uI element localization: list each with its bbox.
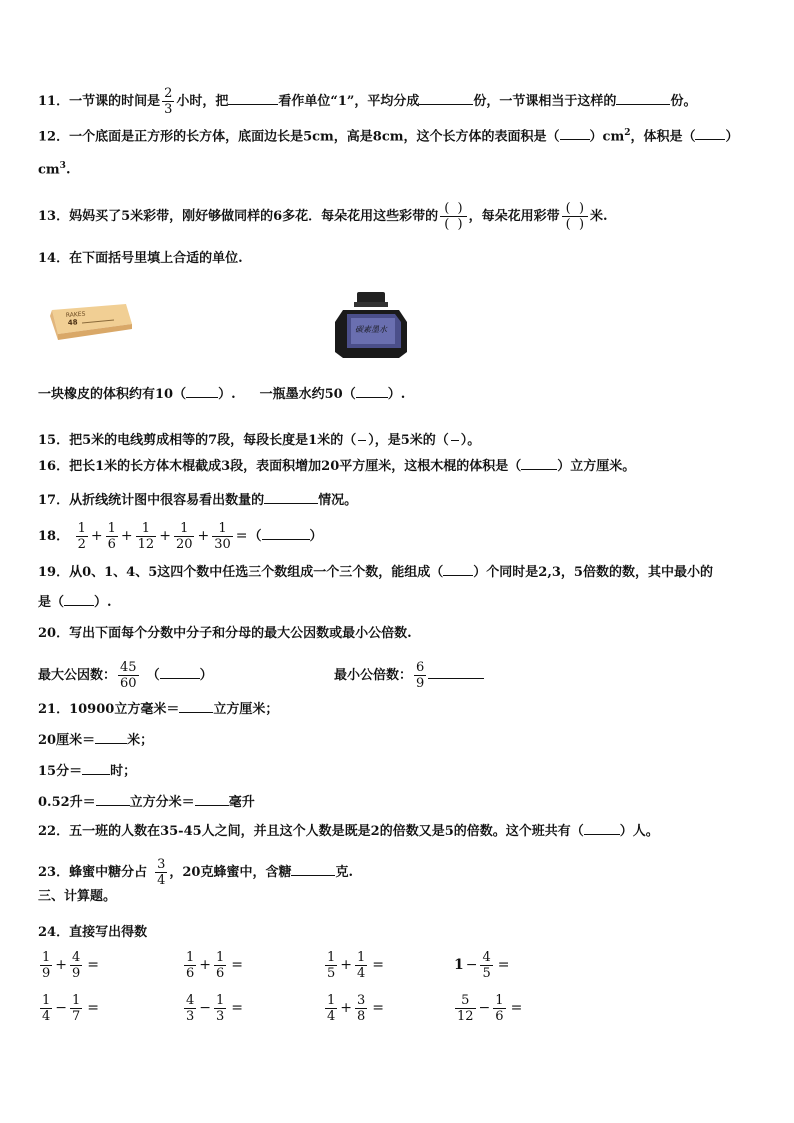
question-number: 20． <box>38 626 70 641</box>
lcm-label: 最小公倍数： <box>334 668 413 683</box>
answer-blank[interactable] <box>356 385 388 398</box>
question-text: 立方分米＝ <box>129 795 195 810</box>
equals-sign: = <box>372 1000 385 1016</box>
question-text: ）人。 <box>619 824 659 839</box>
question-text: 从折线统计图中很容易看出数量的 <box>69 493 265 508</box>
paren-close: ) <box>578 201 585 216</box>
question-text: 蜂蜜中糖分占 <box>69 865 148 880</box>
answer-blank[interactable] <box>228 90 278 105</box>
question-text: ，体积是（ <box>630 129 696 145</box>
answer-blank[interactable] <box>82 760 110 775</box>
question-13 <box>38 201 608 232</box>
answer-blank[interactable] <box>160 666 200 679</box>
question-text: 10900立方毫米＝ <box>69 702 180 717</box>
numerator: 1 <box>218 521 227 536</box>
question-text: 五一班的人数在35-45人之间，并且这个人数是既是2的倍数又是5的倍数。这个班共有（ <box>69 824 584 839</box>
gcd-label: 最大公因数： <box>38 668 117 683</box>
numerator: 1 <box>216 993 225 1008</box>
minus-sign: − <box>55 1000 68 1016</box>
numerator: 5 <box>461 993 470 1008</box>
question-text: ）个同时是2,3，5倍数的数，其中最小的 <box>473 565 713 580</box>
question-text: ）. <box>387 387 406 402</box>
fraction <box>118 660 139 691</box>
question-number: 11． <box>38 94 70 109</box>
question-text: cm <box>38 162 60 178</box>
denominator: 9 <box>72 966 81 981</box>
paren-close: ) <box>578 217 585 232</box>
answer-blank[interactable] <box>264 489 318 504</box>
question-21-line3 <box>38 760 136 781</box>
denominator: 4 <box>327 1009 336 1024</box>
denominator: 6 <box>186 966 195 981</box>
denominator: 9 <box>42 966 51 981</box>
question-21-line1 <box>38 698 278 719</box>
numerator: 1 <box>327 993 336 1008</box>
denominator: 6 <box>107 537 116 552</box>
question-number: 18． <box>38 529 70 544</box>
question-text: ，20克蜂蜜中，含糖 <box>169 865 292 880</box>
question-text: 把长1米的长方体木棍截成3段，表面积增加20平方厘米，这根木棍的体积是（ <box>69 459 522 474</box>
question-text: 小时，把 <box>176 94 229 109</box>
question-number: 13． <box>38 209 70 224</box>
equals-sign: = <box>235 528 248 544</box>
fraction <box>40 993 52 1024</box>
question-text: 份，一节课相当于这样的 <box>473 94 617 109</box>
question-number: 17． <box>38 493 70 508</box>
paren-close: ） <box>199 668 213 683</box>
question-number: 21． <box>38 702 70 717</box>
answer-blank[interactable] <box>95 729 127 744</box>
question-number: 14． <box>38 251 70 266</box>
denominator: 12 <box>457 1009 474 1024</box>
numerator: 1 <box>42 993 51 1008</box>
question-text: 直接写出得数 <box>69 925 148 940</box>
plus-sign: + <box>159 528 171 544</box>
fraction-blank[interactable] <box>562 201 588 232</box>
plus-sign: + <box>197 528 210 544</box>
question-text: 15分＝ <box>38 764 83 779</box>
answer-blank[interactable] <box>186 385 218 398</box>
minus-sign: − <box>465 957 478 973</box>
denominator: 20 <box>175 537 193 552</box>
question-text: 米； <box>127 733 154 748</box>
numerator: 1 <box>186 950 195 965</box>
equals-sign: = <box>372 957 385 973</box>
numerator: 1 <box>141 521 151 536</box>
question-text: ），是5米的（ <box>368 433 449 448</box>
fraction <box>414 660 426 691</box>
question-number: 19． <box>38 565 70 580</box>
question-14 <box>38 250 243 268</box>
answer-blank[interactable] <box>584 822 620 835</box>
question-20-gcd <box>38 660 213 691</box>
fraction <box>40 950 52 981</box>
superscript: 2 <box>624 128 631 138</box>
fraction <box>325 993 337 1024</box>
question-text: 立方厘米； <box>213 702 279 717</box>
equals-sign: = <box>87 957 100 973</box>
fraction <box>70 950 82 981</box>
numerator: 4 <box>186 993 195 1008</box>
denominator: 9 <box>416 676 425 691</box>
denominator: 7 <box>72 1009 81 1024</box>
ink-bottle-image <box>333 290 409 364</box>
equals-sign: = <box>231 1000 244 1016</box>
question-text: ）。 <box>460 433 481 448</box>
answer-blank[interactable] <box>616 90 670 105</box>
question-text: 在下面括号里填上合适的单位. <box>69 251 243 266</box>
plus-sign: + <box>340 957 353 973</box>
denominator: 6 <box>495 1009 504 1024</box>
question-21-line4 <box>38 791 255 812</box>
calc-item <box>323 950 384 981</box>
question-number: 15． <box>38 433 70 448</box>
eraser-image <box>44 302 134 346</box>
question-19 <box>38 563 713 582</box>
fraction-sum <box>74 521 235 552</box>
paren-close: ) <box>457 217 463 232</box>
minus-sign: − <box>478 1000 491 1016</box>
fraction <box>355 993 367 1024</box>
answer-blank[interactable] <box>695 127 725 140</box>
fraction <box>480 950 492 981</box>
section-heading <box>38 888 116 906</box>
question-number: 23． <box>38 865 70 880</box>
question-text: 20厘米＝ <box>38 733 96 748</box>
question-12 <box>38 124 739 146</box>
fraction <box>174 521 195 552</box>
denominator: 6 <box>216 966 225 981</box>
paren-open: （ <box>248 529 262 544</box>
answer-blank[interactable] <box>443 563 473 576</box>
superscript: 3 <box>59 161 66 171</box>
fraction <box>155 857 167 888</box>
fraction <box>70 993 82 1024</box>
question-21-line2 <box>38 729 153 750</box>
question-number: 24． <box>38 925 70 940</box>
calc-item <box>453 993 522 1024</box>
question-text: 一节课的时间是 <box>69 94 161 109</box>
question-text: 妈妈买了5米彩带，刚好够做同样的6多花．每朵花用这些彩带的 <box>69 209 439 224</box>
question-number: 22． <box>38 824 70 839</box>
denominator: 60 <box>120 676 137 691</box>
calc-item <box>38 993 99 1024</box>
numerator: 1 <box>180 521 189 536</box>
fraction <box>214 993 226 1024</box>
fraction <box>355 950 367 981</box>
denominator: 4 <box>357 966 366 981</box>
ink-label: 碳素墨水 <box>355 325 387 334</box>
question-text: 从0、1、4、5这四个数中任选三个数组成一个三个数，能组成（ <box>69 565 444 580</box>
question-text: 份。 <box>670 94 697 109</box>
eraser-number: 48 <box>67 318 78 327</box>
question-text: 时； <box>110 764 137 779</box>
question-11 <box>38 86 696 117</box>
question-text: ）. <box>94 595 112 610</box>
question-text: 看作单位“1”，平均分成 <box>278 94 420 109</box>
question-text: 毫升 <box>228 795 255 810</box>
question-number: 16． <box>38 459 70 474</box>
question-text: ）立方厘米。 <box>557 459 636 474</box>
eraser-brand: RAKES <box>65 310 86 319</box>
fraction <box>106 521 118 552</box>
paren-open: ( <box>565 217 571 232</box>
question-14-answers <box>38 385 405 404</box>
question-text: . <box>65 162 71 178</box>
answer-blank[interactable] <box>195 791 229 806</box>
numerator: 3 <box>357 993 366 1008</box>
denominator: 3 <box>216 1009 225 1024</box>
question-text: 是（ <box>38 595 65 610</box>
calc-item <box>323 993 384 1024</box>
calc-item <box>182 950 243 981</box>
question-text: ，每朵花用彩带 <box>468 209 560 224</box>
question-text: ）. <box>218 387 236 402</box>
fraction <box>325 950 337 981</box>
denominator: 4 <box>42 1009 51 1024</box>
question-text: 情况。 <box>318 493 358 508</box>
question-24 <box>38 924 147 942</box>
question-text: 米. <box>590 209 608 224</box>
calc-item <box>182 993 243 1024</box>
numerator: 1 <box>42 950 51 965</box>
denominator: 30 <box>214 537 231 552</box>
denominator: 3 <box>164 102 173 117</box>
numerator: 1 <box>216 950 225 965</box>
question-15 <box>38 432 480 450</box>
paren-open: （ <box>146 668 160 683</box>
numerator: 1 <box>107 521 116 536</box>
equals-sign: = <box>87 1000 100 1016</box>
plus-sign: + <box>55 957 68 973</box>
numerator: 4 <box>482 950 491 965</box>
answer-blank[interactable] <box>64 593 94 606</box>
fraction <box>214 950 226 981</box>
fraction <box>184 993 196 1024</box>
fraction <box>136 521 157 552</box>
answer-blank[interactable] <box>179 698 213 713</box>
plus-sign: + <box>340 1000 353 1016</box>
integer: 1 <box>454 957 464 973</box>
equals-sign: = <box>497 957 510 973</box>
fraction <box>184 950 196 981</box>
equals-sign: = <box>231 957 244 973</box>
question-23 <box>38 857 353 888</box>
question-12-cont <box>38 157 70 179</box>
paren-open: ( <box>444 201 450 216</box>
question-20-lcm <box>334 660 484 691</box>
numerator: 3 <box>157 857 166 872</box>
calc-item <box>453 950 510 981</box>
question-text: ）cm <box>589 129 625 145</box>
question-text: 一个底面是正方形的长方体，底面边长是5cm，高是8cm，这个长方体的表面积是（ <box>69 129 560 145</box>
question-19-cont <box>38 593 112 612</box>
question-text: 把5米的电线剪成相等的7段，每段长度是1米的（ <box>69 433 357 448</box>
question-text: 一瓶墨水约50（ <box>259 387 356 402</box>
denominator: 3 <box>186 1009 195 1024</box>
question-18 <box>38 521 323 552</box>
denominator: 4 <box>157 873 166 888</box>
fraction-blank[interactable] <box>440 201 466 232</box>
question-17 <box>38 489 357 510</box>
denominator: 2 <box>77 537 86 552</box>
numerator: 1 <box>77 521 86 536</box>
denominator: 5 <box>482 966 491 981</box>
minus-sign: − <box>199 1000 212 1016</box>
question-20 <box>38 625 412 643</box>
fraction <box>76 521 88 552</box>
answer-blank[interactable] <box>521 457 557 470</box>
fraction <box>455 993 476 1024</box>
question-22 <box>38 822 659 841</box>
answer-blank[interactable] <box>291 861 335 876</box>
paren-open: ( <box>444 217 450 232</box>
denominator: 5 <box>327 966 336 981</box>
question-text: 写出下面每个分数中分子和分母的最大公因数或最小公倍数. <box>69 626 412 641</box>
numerator: 1 <box>495 993 504 1008</box>
question-text: 一块橡皮的体积约有10（ <box>38 387 187 402</box>
question-text: 克. <box>335 865 354 880</box>
equals-sign: = <box>510 1000 523 1016</box>
fraction <box>162 86 174 117</box>
fraction <box>212 521 233 552</box>
paren-close: ) <box>457 201 463 216</box>
answer-blank[interactable] <box>419 90 473 105</box>
numerator: 4 <box>72 950 81 965</box>
answer-blank[interactable] <box>428 664 484 679</box>
question-16 <box>38 457 635 476</box>
plus-sign: + <box>199 957 212 973</box>
calc-item <box>38 950 99 981</box>
paren-close: ） <box>309 529 323 544</box>
paren-open: ( <box>565 201 571 216</box>
numerator: 1 <box>72 993 81 1008</box>
numerator: 6 <box>416 660 425 675</box>
denominator: 8 <box>357 1009 366 1024</box>
denominator: 12 <box>137 537 155 552</box>
section-title: 三、计算题。 <box>38 889 117 904</box>
question-number: 12． <box>38 129 70 145</box>
answer-blank[interactable] <box>262 527 310 540</box>
numerator: 1 <box>357 950 366 965</box>
plus-sign: + <box>90 528 103 544</box>
plus-sign: + <box>120 528 133 544</box>
question-text: 0.52升＝ <box>38 795 96 810</box>
answer-blank[interactable] <box>96 791 130 806</box>
answer-blank[interactable] <box>560 127 590 140</box>
question-text: ） <box>725 129 739 145</box>
numerator: 45 <box>120 660 137 675</box>
numerator: 1 <box>327 950 336 965</box>
numerator: 2 <box>164 86 173 101</box>
fraction <box>493 993 505 1024</box>
